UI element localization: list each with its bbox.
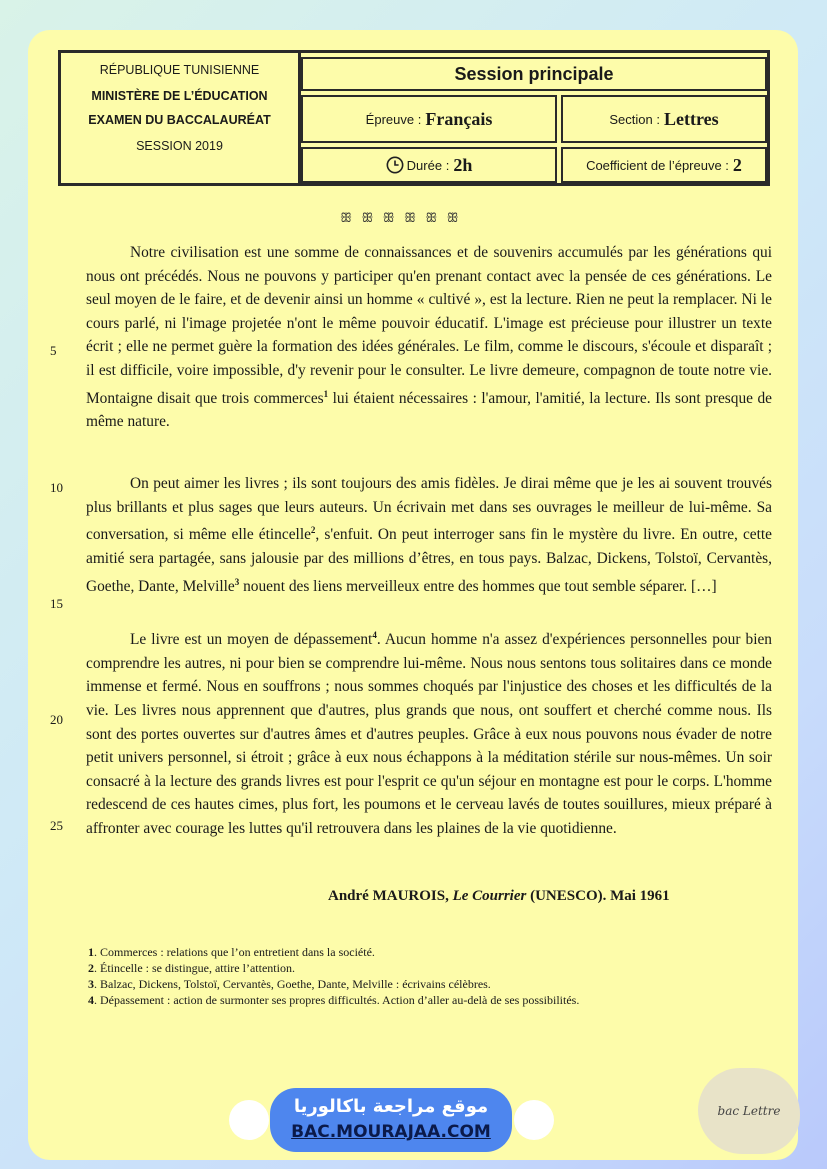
- signature: [328, 888, 670, 905]
- duree-value: 2h: [453, 154, 473, 175]
- banner-url-link[interactable]: BAC.MOURAJAA.COM: [291, 1122, 491, 1142]
- text-run: Notre civilisation est une somme de connaissances et de souvenirs accumulés par les générations qui nous ont précédés. Nous ne pouvons y participer qu'en prenant contact avec la pensée de ces générations. Le seul moyen de le faire, et de devenir ainsi un homme « cultivé », est la lecture. Rien ne peut la remplacer. Ni le cours parlé, ni l'image projetée n'ont le même pouvoir éducatif. L'image est précieuse pour illustrer un texte écrit ; elle ne permet guère la formation des idées générales. Le film, comme le discours, s'écoule et disparaît ; il est difficile, voire impossible, d'y revenir pour le consulter. Le livre demeure, compagnon de toute notre vie. Montaigne disait que trois commerces: [86, 244, 772, 407]
- epreuve-cell: [301, 95, 557, 143]
- text-run: On peut aimer les livres ; ils sont toujours des amis fidèles. Je dirai même que je les ai souvent trouvés plus brillants et plus sages que leurs auteurs. Un écrivain met dans ses ouvrages le meilleur de lui-même. Sa conversation, si même elle étincelle: [86, 475, 772, 544]
- exam-header: [58, 50, 770, 186]
- text-run: lui étaient nécessaires : l'amour, l'amitié, la lecture. Ils sont presque de même nature.: [86, 389, 773, 431]
- site-logo-icon: [514, 1100, 554, 1140]
- footnote-ref: 3: [234, 576, 240, 587]
- section-label: Section :: [609, 111, 660, 127]
- paragraph-2: [86, 472, 772, 598]
- footnote-item: 4. Dépassement : action de surmonter ses propres difficultés. Action d’aller au-delà de ses possibilités.: [88, 993, 580, 1007]
- footnote-item: 3. Balzac, Dickens, Tolstoï, Cervantès, Goethe, Dante, Melville : écrivains célèbres.: [88, 977, 491, 991]
- epreuve-value: Français: [425, 108, 493, 129]
- text-run: . Aucun homme n'a assez d'expériences personnelles pour bien comprendre les autres, ni pour bien se comprendre lui-même. Nous nous sentons tous solitaires dans ce monde immense et fermé. Nous en souffrons ; nous sommes choqués par l'injustice des choses et les difficultés de la vie. Les livres nous apprennent que d'autres, plus grands que nous, ont souffert et cherché comme nous. Ils sont des portes ouvertes sur d'autres âmes et d'autres peuples. Grâce à eux nous pouvons nous évader de notre petit univers personnel, si étroit ; grâce à eux nous échappons à la méditation stérile sur nous-mêmes. Un soir consacré à la lecture des grands livres est pour l'esprit ce qu'un séjour en montagne est pour le corps. L'homme redescend de ces hautes cimes, plus fort, les poumons et le cerveau lavés de toutes souillures, mieux préparé à affronter avec courage les luttes qu'il retrouvera dans les plaines de la vie quotidienne.: [86, 631, 772, 837]
- epreuve-label: Épreuve :: [365, 111, 422, 127]
- paragraph-1: [86, 241, 772, 434]
- ministry-label: MINISTÈRE DE L’ÉDUCATION: [91, 89, 268, 103]
- signature-author: André MAUROIS,: [328, 888, 453, 904]
- footnote-item: 2. Étincelle : se distingue, attire l’attention.: [88, 961, 295, 975]
- line-number: 10: [50, 480, 63, 495]
- line-number: 20: [50, 712, 63, 727]
- text-run: nouent des liens merveilleux entre des hommes que tout semble séparer. […]: [239, 577, 717, 595]
- paragraph-3: [86, 624, 772, 840]
- bac-lettre-logo: bac Lettre: [698, 1068, 800, 1154]
- footnotes: [88, 944, 579, 1008]
- footnote-ref: 2: [310, 525, 316, 536]
- section-value: Lettres: [663, 108, 719, 129]
- text-run: Le livre est un moyen de dépassement: [130, 631, 373, 649]
- line-number: 25: [50, 818, 63, 833]
- section-cell: [561, 95, 767, 143]
- footnote-item: 1. Commerces : relations que l’on entretient dans la société.: [88, 945, 375, 959]
- clock-icon: [386, 156, 404, 174]
- site-banner[interactable]: [270, 1088, 512, 1152]
- signature-rest: (UNESCO). Mai 1961: [526, 888, 670, 904]
- line-number: 15: [50, 596, 63, 611]
- coef-value: 2: [732, 154, 742, 175]
- republic-label: RÉPUBLIQUE TUNISIENNE: [99, 63, 260, 77]
- signature-work: Le Courrier: [452, 888, 527, 904]
- exam-page: [28, 30, 798, 1160]
- site-logo-icon: [229, 1100, 269, 1140]
- line-number: 5: [50, 343, 57, 358]
- session-year-label: SESSION 2019: [136, 139, 223, 153]
- text-run: , s'enfuit. On peut interroger sans fin le mystère du livre. En outre, cette amitié sera partagée, sans jalousie par des millions d’êtres, en tous pays. Balzac, Dickens, Tolstoï, Cervantès, Goethe, Dante, Melville: [86, 526, 772, 595]
- duree-label: Durée :: [406, 157, 450, 173]
- footnote-ref: 1: [323, 388, 329, 399]
- exam-label: EXAMEN DU BACCALAURÉAT: [88, 113, 271, 127]
- institution-block: [61, 53, 301, 183]
- duree-cell: [301, 147, 557, 183]
- footnote-ref: 4: [372, 630, 377, 640]
- coef-cell: [561, 147, 767, 183]
- session-title: Session principale: [301, 57, 767, 91]
- ornament-divider: ꕥ ꕥ ꕥ ꕥ ꕥ ꕥ: [340, 210, 462, 225]
- coef-label: Coefficient de l’épreuve :: [586, 157, 729, 173]
- banner-arabic-title: موقع مراجعة باكالوريا: [293, 1096, 489, 1117]
